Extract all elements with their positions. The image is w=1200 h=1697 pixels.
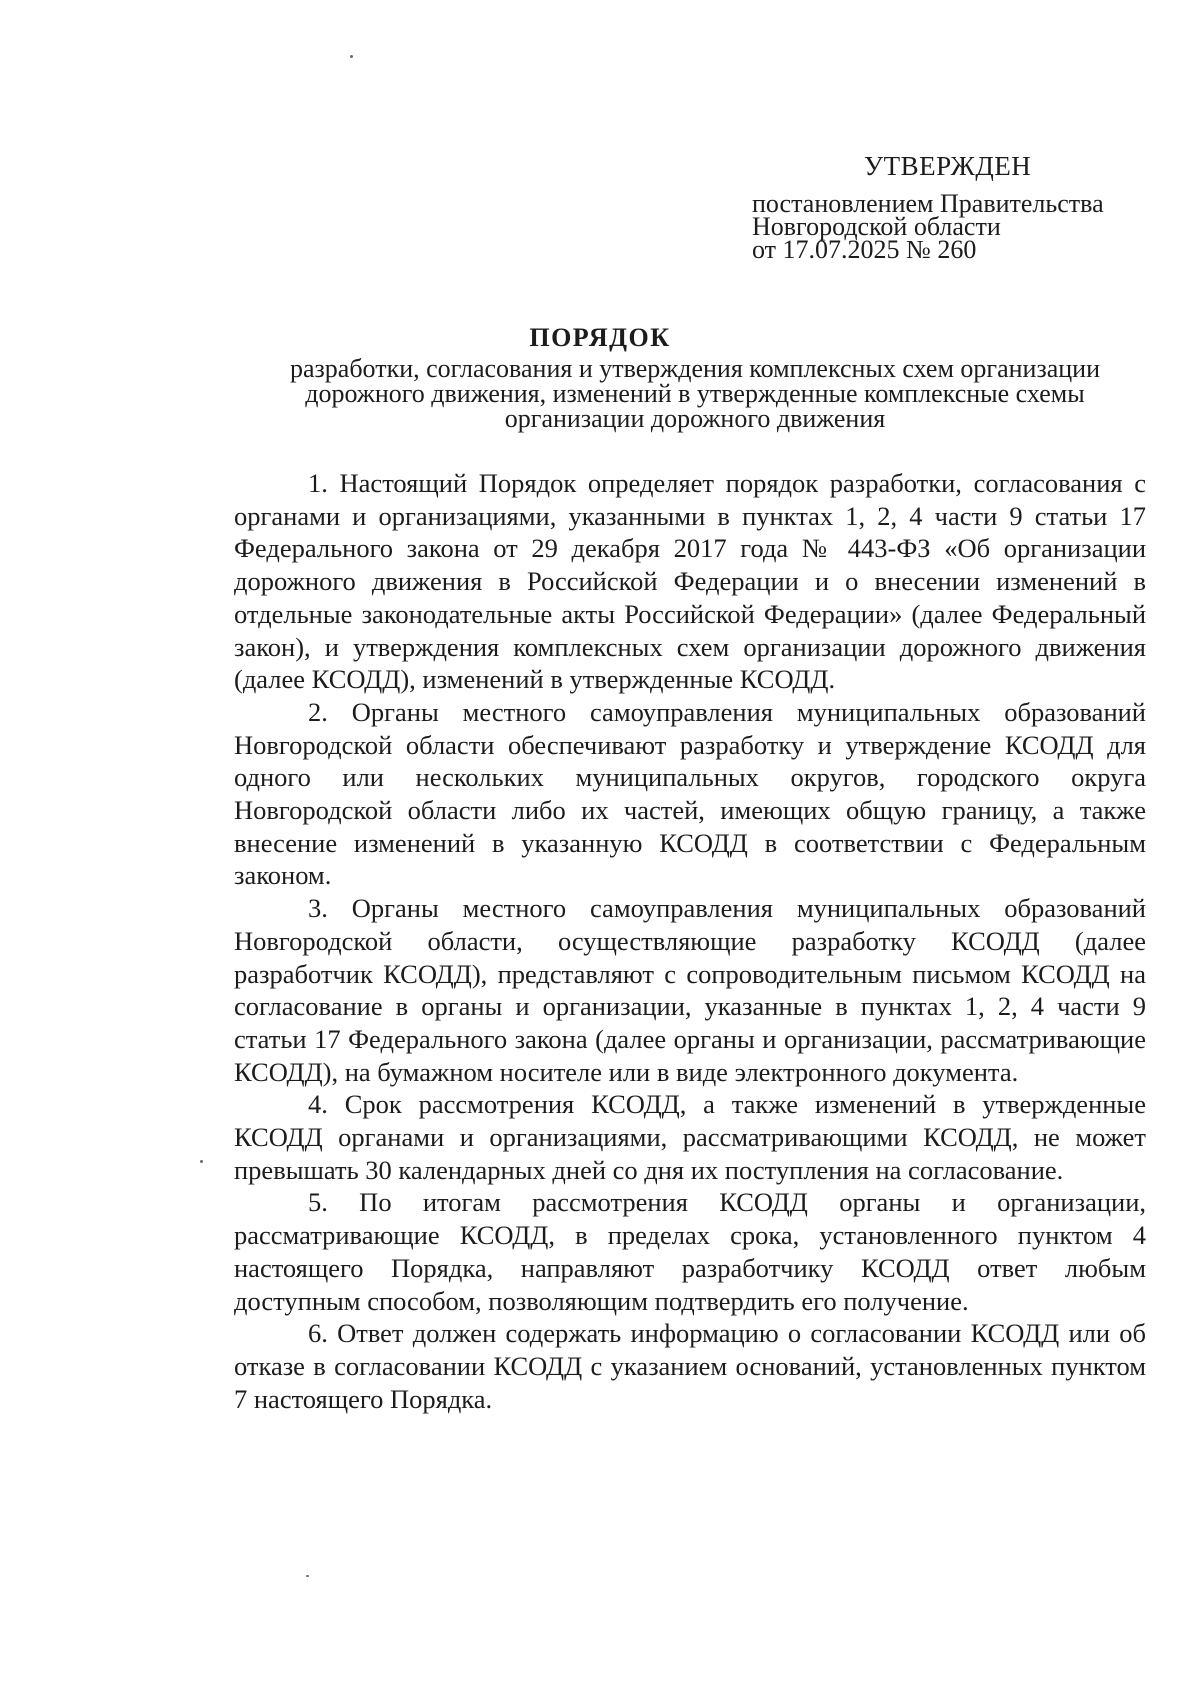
scan-speck [350,55,353,58]
paragraph-2: 2. Органы местного самоуправления муниципальных образований Новгородской области обеспечивают разработку и утверждение КСОДД для одного или нескольких муниципальных округов, городского округа Новгородской области либо их частей, имеющих общую границу, а также внесение изменений в указанную КСОДД в соответствии с Федеральным законом. [234,696,1146,891]
scan-speck [200,1160,203,1163]
paragraph-1: 1. Настоящий Порядок определяет порядок разработки, согласования с органами и организациями, указанными в пунктах 1, 2, 4 части 9 статьи 17 Федерального закона от 29 декабря 2017 года № 443-ФЗ «Об организации дорожного движения в Российской Федерации и о внесении изменений в отдельные законодательные акты Российской Федерации» (далее Федеральный закон), и утверждения комплексных схем организации дорожного движения (далее КСОДД), изменений в утвержденные КСОДД. [234,468,1146,695]
paragraph-4: 4. Срок рассмотрения КСОДД, а также изменений в утвержденные КСОДД органами и организациями, рассматривающими КСОДД, не может превышать 30 календарных дней со дня их поступления на согласование. [234,1089,1146,1185]
document-body [234,467,1146,1415]
approval-line-2: Новгородской области [752,212,1001,241]
approval-line-3: от 17.07.2025 № 260 [752,235,977,264]
paragraph-5: 5. По итогам рассмотрения КСОДД органы и организации, рассматривающие КСОДД, в пределах срока, установленного пунктом 4 настоящего Порядка, направляют разработчику КСОДД ответ любым доступным способом, позволяющим подтвердить его получение. [234,1187,1146,1316]
approval-line-1: постановлением Правительства [752,189,1104,218]
paragraph-6: 6. Ответ должен содержать информацию о согласовании КСОДД или об отказе в согласовании КСОДД с указанием оснований, установленных пунктом 7 настоящего Порядка. [234,1318,1146,1414]
scan-speck [306,1575,309,1577]
approval-stamp [752,150,1172,264]
document-title: ПОРЯДОК [529,323,671,352]
paragraph-3: 3. Органы местного самоуправления муниципальных образований Новгородской области, осуществляющие разработку КСОДД (далее разработчик КСОДД), представляют с сопроводительным письмом КСОДД на согласование в органы и организации, указанные в пунктах 1, 2, 4 части 9 статьи 17 Федерального закона (далее органы и организации, рассматривающие КСОДД), на бумажном носителе или в виде электронного документа. [234,893,1146,1087]
document-subtitle: разработки, согласования и утверждения комплексных схем организации дорожного движения, изменений в утвержденные комплексные схемы организации дорожного движения [289,354,1101,433]
approval-title: УТВЕРЖДЕН [864,151,1032,181]
